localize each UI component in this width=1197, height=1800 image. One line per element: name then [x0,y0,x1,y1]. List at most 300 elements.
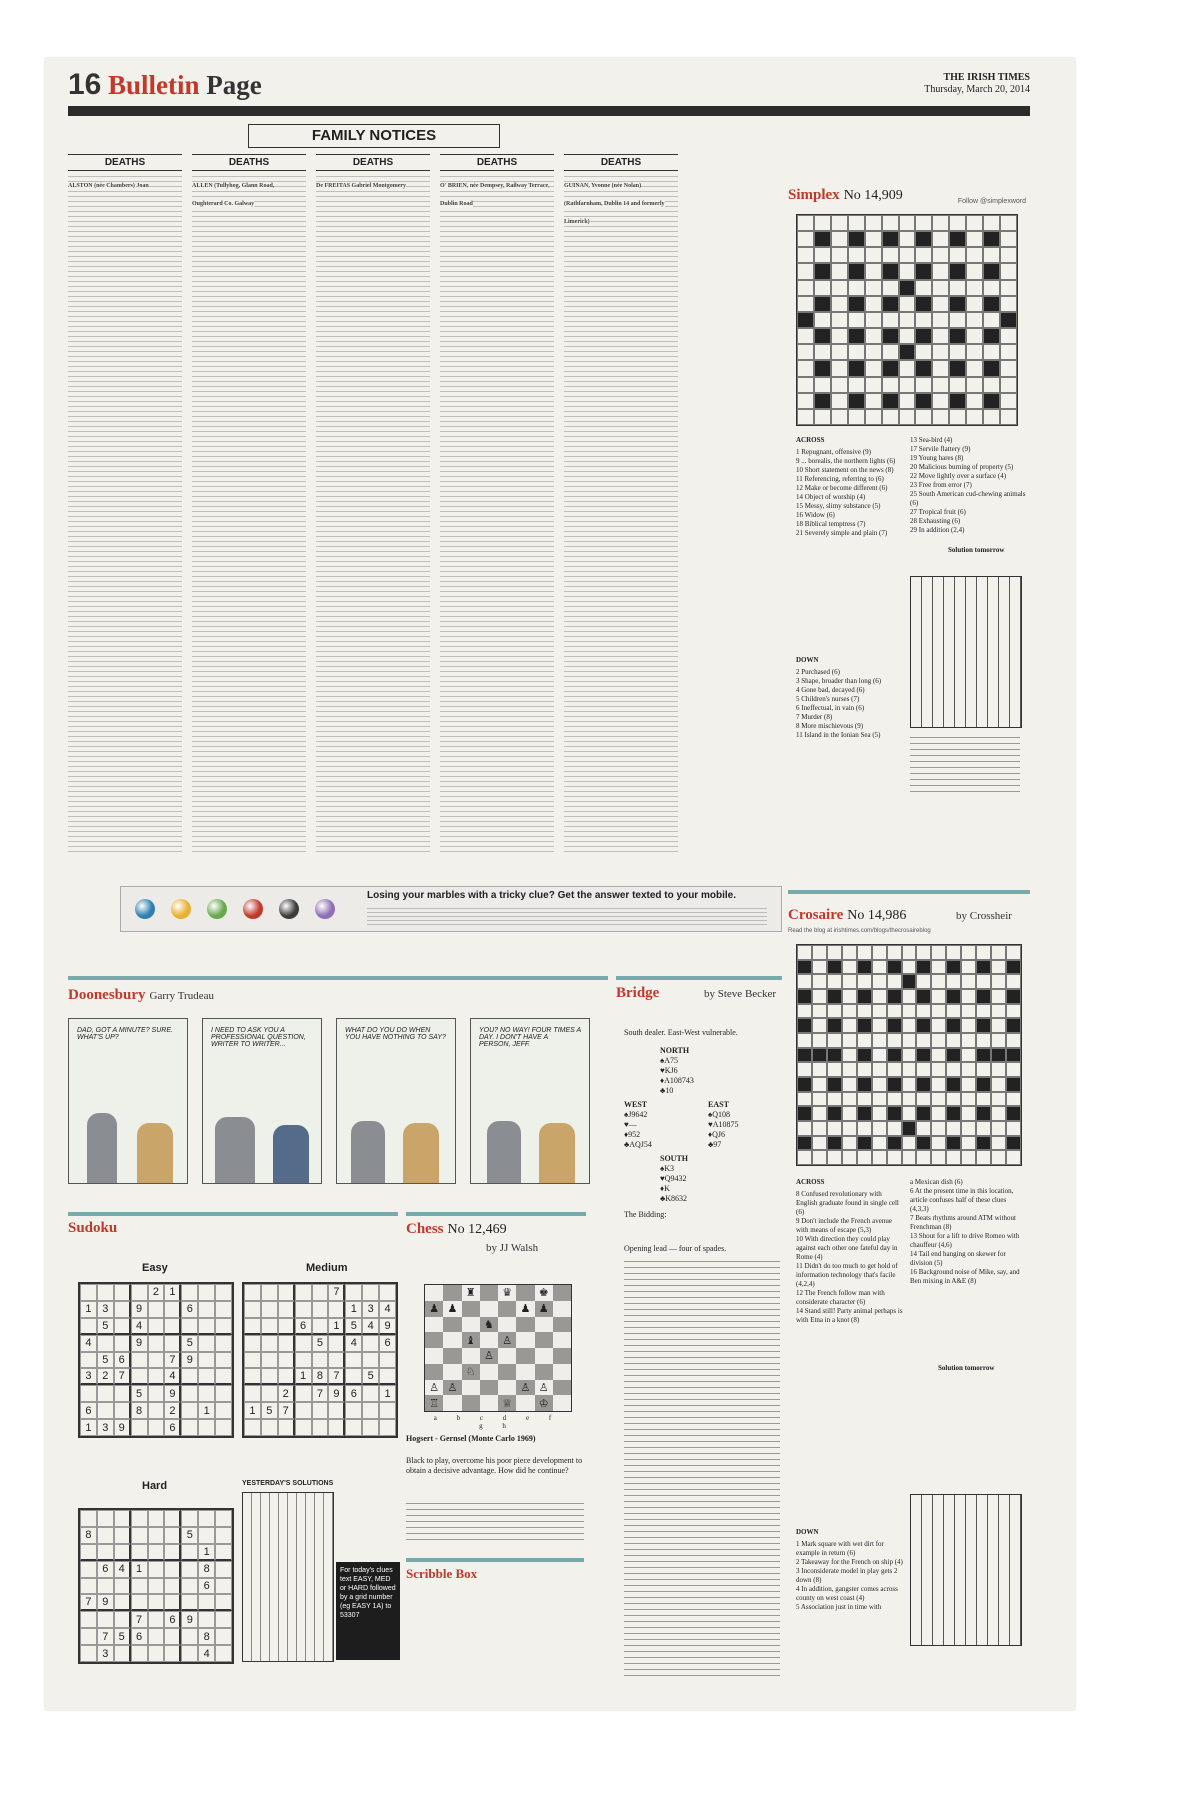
chess-title: Chess [406,1221,444,1237]
doonesbury-title: Doonesbury [68,987,146,1003]
chess-square [498,1317,516,1333]
crossword-cell [946,1004,961,1019]
crossword-cell [857,1092,872,1107]
crossword-cell [797,1121,812,1136]
sudoku-cell [215,1284,232,1301]
notices-column-5 [564,154,678,854]
sudoku-cell [114,1527,131,1544]
chess-square: ♙ [425,1380,443,1396]
sudoku-cell: 9 [328,1385,345,1402]
sudoku-cell: 1 [244,1402,261,1419]
clue-item: 7 Murder (8) [796,713,833,721]
sudoku-cell [97,1335,114,1352]
crossword-cell [842,974,857,989]
chess-square [462,1395,480,1411]
crossword-cell [931,1092,946,1107]
chess-number: No 12,469 [447,1222,507,1237]
clue-item: 2 Takeaway for the French on ship (4) [796,1558,903,1566]
crossword-cell [827,1048,842,1063]
sudoku-cell [181,1544,198,1561]
crossword-cell [842,1077,857,1092]
crossword-cell [946,1033,961,1048]
clue-item: 3 Shape, broader than long (6) [796,677,882,685]
sudoku-cell [295,1419,312,1436]
clue-item: 11 Island in the Ionian Sea (5) [796,731,881,739]
crossword-cell [831,312,848,328]
crosaire-author: by Crossheir [956,910,1012,922]
crossword-cell [991,1106,1006,1121]
crossword-cell [916,1077,931,1092]
sudoku-cell [131,1544,148,1561]
crossword-cell [916,1062,931,1077]
sudoku-cell [148,1645,165,1662]
clue-item: 6 At the present time in this location, article confuses half of these clues (4,3,3) [910,1187,1014,1213]
crossword-cell [902,1033,917,1048]
crossword-cell [946,974,961,989]
crossword-cell [842,1121,857,1136]
character-figure [215,1117,255,1183]
sudoku-cell [164,1628,181,1645]
sudoku-cell [215,1419,232,1436]
crossword-cell [842,1048,857,1063]
crossword-cell [915,393,932,409]
sudoku-cell [131,1352,148,1369]
sudoku-cell [328,1335,345,1352]
chess-square [516,1364,534,1380]
sudoku-cell [215,1352,232,1369]
crossword-cell [902,1092,917,1107]
section-rule [406,1212,586,1216]
sudoku-cell [328,1301,345,1318]
chess-square [553,1380,571,1396]
crossword-cell [1006,960,1021,975]
crossword-cell [865,247,882,263]
hand-suit: ♦952 [624,1130,641,1139]
crossword-cell [966,344,983,360]
sudoku-cell [261,1368,278,1385]
crossword-cell [915,247,932,263]
sudoku-cell [244,1284,261,1301]
crossword-cell [848,360,865,376]
crossword-cell [932,263,949,279]
crossword-cell [872,945,887,960]
crossword-cell [812,1136,827,1151]
clue-item: 9 Don't include the French avenue with means of escape (5,3) [796,1217,892,1234]
hand-suit: ♦A108743 [660,1076,694,1085]
sudoku-cell [215,1301,232,1318]
clue-item: 25 South American cud-chewing animals (6) [910,490,1026,507]
crossword-cell [827,974,842,989]
crossword-cell [814,409,831,425]
crossword-cell [814,328,831,344]
crossword-cell [797,360,814,376]
crossword-cell [1006,1077,1021,1092]
chess-square: ♙ [443,1380,461,1396]
sudoku-cell [80,1611,97,1628]
notices-column-4 [440,154,554,854]
sudoku-cell: 8 [312,1368,329,1385]
crossword-cell [915,312,932,328]
sudoku-title: Sudoku [68,1220,118,1236]
crossword-cell [991,960,1006,975]
simplex-grid [796,214,1018,426]
sudoku-cell: 7 [328,1284,345,1301]
crossword-cell [932,231,949,247]
crossword-cell [797,1136,812,1151]
sudoku-cell: 9 [114,1419,131,1436]
sudoku-cell: 1 [80,1301,97,1318]
crossword-cell [812,989,827,1004]
sudoku-cell [295,1301,312,1318]
crossword-cell [916,1033,931,1048]
crossword-cell [946,945,961,960]
yesterday-solution-grid [910,576,1022,728]
sudoku-cell: 7 [80,1594,97,1611]
sudoku-cell [131,1284,148,1301]
marble-icon [279,899,299,919]
crossword-cell [814,344,831,360]
sudoku-cell: 4 [198,1645,215,1662]
sudoku-cell [362,1335,379,1352]
crossword-cell [983,377,1000,393]
sudoku-cell [80,1578,97,1595]
crossword-cell [831,296,848,312]
simplex-across-clues-2 [910,436,1026,535]
crossword-cell [902,1121,917,1136]
crossword-cell [865,312,882,328]
hand-east [708,1100,739,1150]
sudoku-cell [244,1335,261,1352]
marble-icon [207,899,227,919]
sudoku-cell: 6 [114,1352,131,1369]
clue-item: 7 Beats rhythms around ATM without Frenchman (8) [910,1214,1016,1231]
sudoku-cell [148,1594,165,1611]
crossword-cell [976,1136,991,1151]
sudoku-cell [198,1368,215,1385]
sudoku-cell: 7 [312,1385,329,1402]
crossword-cell [797,328,814,344]
crossword-clue-ad [120,886,782,932]
crossword-cell [812,1092,827,1107]
sudoku-cell [148,1628,165,1645]
sudoku-cell [215,1611,232,1628]
crossword-cell [882,247,899,263]
clue-item: 20 Malicious burning of property (5) [910,463,1014,471]
sudoku-cell [97,1544,114,1561]
crossword-cell [814,215,831,231]
crossword-cell [991,1092,1006,1107]
crossword-cell [797,945,812,960]
sudoku-cell [312,1284,329,1301]
crossword-cell [1006,1004,1021,1019]
crossword-cell [916,974,931,989]
crossword-cell [902,1150,917,1165]
clue-item: 14 Stand still! Party animal perhaps is with Etna in a knot (8) [796,1307,903,1324]
crossword-cell [902,989,917,1004]
sudoku-cell: 5 [181,1335,198,1352]
crossword-cell [882,360,899,376]
chess-square: ♜ [462,1285,480,1301]
sudoku-cell [181,1284,198,1301]
crossword-cell [931,1062,946,1077]
crossword-cell [1000,360,1017,376]
clue-item: 6 Ineffectual, in vain (6) [796,704,865,712]
clue-item: 8 More mischievous (9) [796,722,864,730]
sudoku-cell [148,1352,165,1369]
sudoku-cell [278,1335,295,1352]
crossword-cell [902,945,917,960]
crossword-cell [827,1092,842,1107]
ad-fine-print [367,905,767,925]
sudoku-cell [164,1510,181,1527]
crossword-cell [797,409,814,425]
crossword-cell [872,1121,887,1136]
sudoku-cell [215,1645,232,1662]
chess-square [516,1395,534,1411]
chess-section [406,1212,596,1682]
hand-suit: ♥— [624,1120,637,1129]
crossword-cell [932,377,949,393]
sudoku-cell [328,1402,345,1419]
character-figure [539,1123,575,1183]
crosaire-number: No 14,986 [847,908,907,923]
sudoku-cell: 5 [362,1368,379,1385]
sudoku-cell [164,1544,181,1561]
crossword-cell [865,328,882,344]
hand-suit: ♠A75 [660,1056,679,1065]
crossword-cell [1000,231,1017,247]
sudoku-cell [181,1318,198,1335]
notice-entry: ALSTON (née Chambers) Joan [68,183,149,189]
crossword-cell [932,247,949,263]
crossword-cell [991,1062,1006,1077]
sudoku-cell: 3 [97,1645,114,1662]
sudoku-cell [164,1335,181,1352]
sudoku-cell [278,1301,295,1318]
sudoku-cell [295,1402,312,1419]
crossword-cell [916,1136,931,1151]
clue-item: 12 The French follow man with considerate character (6) [796,1289,885,1306]
sudoku-cell: 6 [198,1578,215,1595]
crossword-cell [812,974,827,989]
sudoku-cell: 2 [97,1368,114,1385]
crossword-cell [899,215,916,231]
chess-square [462,1317,480,1333]
simplex-across-label: ACROSS [796,436,825,444]
sudoku-cell [345,1402,362,1419]
crossword-cell [827,1033,842,1048]
clue-item: 16 Background noise of Mike, say, and Ben mixing in A&E (8) [910,1268,1020,1285]
crossword-cell [976,960,991,975]
crossword-cell [1000,215,1017,231]
sudoku-cell [244,1318,261,1335]
crossword-cell [848,215,865,231]
sudoku-cell: 2 [164,1402,181,1419]
easy-label: Easy [142,1262,168,1274]
crossword-cell [812,1033,827,1048]
sudoku-cell [261,1301,278,1318]
sudoku-cell [97,1284,114,1301]
hand-label: SOUTH [660,1154,689,1163]
section-rule [68,1212,398,1216]
crossword-cell [827,1121,842,1136]
crosaire-across-label: ACROSS [796,1178,825,1186]
crossword-cell [797,1106,812,1121]
crossword-cell [882,263,899,279]
doonesbury-author: Garry Trudeau [149,990,214,1002]
sudoku-cell: 7 [97,1628,114,1645]
sudoku-cell: 3 [97,1419,114,1436]
crossword-cell [857,1106,872,1121]
crossword-cell [976,1062,991,1077]
crossword-cell [848,247,865,263]
chess-square [480,1380,498,1396]
crossword-cell [961,960,976,975]
crossword-cell [946,960,961,975]
hand-suit: ♦K [660,1184,670,1193]
crossword-cell [932,393,949,409]
sudoku-cell [198,1419,215,1436]
sudoku-cell [215,1578,232,1595]
crossword-cell [848,263,865,279]
crossword-cell [915,377,932,393]
crossword-cell [842,960,857,975]
sudoku-cell: 2 [278,1385,295,1402]
sudoku-cell: 6 [181,1301,198,1318]
chess-square [553,1348,571,1364]
chess-square [443,1348,461,1364]
crossword-cell [827,945,842,960]
hand-label: NORTH [660,1046,690,1055]
sudoku-section [68,1212,408,1682]
crossword-cell [797,989,812,1004]
marble-icon [315,899,335,919]
marble-icon [243,899,263,919]
sudoku-cell: 5 [312,1335,329,1352]
notices-text [316,174,430,854]
sudoku-cell [148,1611,165,1628]
chess-square: ♟ [535,1301,553,1317]
page-header [68,68,1030,108]
sudoku-cell: 3 [97,1301,114,1318]
crossword-cell [961,1077,976,1092]
crossword-cell [983,280,1000,296]
crossword-cell [931,1004,946,1019]
crossword-cell [983,409,1000,425]
crossword-cell [1000,296,1017,312]
crossword-cell [797,1004,812,1019]
crossword-cell [991,945,1006,960]
sudoku-cell: 8 [131,1402,148,1419]
sudoku-cell: 1 [80,1419,97,1436]
crossword-cell [991,974,1006,989]
crossword-cell [899,247,916,263]
crossword-cell [966,215,983,231]
crossword-cell [865,409,882,425]
sudoku-cell [164,1527,181,1544]
crossword-cell [842,1136,857,1151]
simplex-fine-print [910,734,1020,794]
crosaire-across-clues [796,1190,904,1325]
sudoku-cell [379,1284,396,1301]
sudoku-cell: 3 [362,1301,379,1318]
chess-square [462,1301,480,1317]
crossword-cell [797,1150,812,1165]
crossword-cell [887,1121,902,1136]
sudoku-cell [278,1419,295,1436]
crossword-cell [946,989,961,1004]
chess-square [516,1348,534,1364]
crossword-cell [865,377,882,393]
crossword-cell [932,215,949,231]
crossword-cell [976,1077,991,1092]
sudoku-cell [148,1335,165,1352]
crossword-cell [848,328,865,344]
crossword-cell [797,312,814,328]
sudoku-cell: 4 [345,1335,362,1352]
clue-item: 18 Biblical temptress (7) [796,520,866,528]
crossword-cell [887,1092,902,1107]
sudoku-cell [114,1594,131,1611]
column-heading: DEATHS [316,154,430,171]
crossword-cell [931,1033,946,1048]
sudoku-cell [215,1385,232,1402]
chess-square: ♙ [516,1380,534,1396]
chess-square [480,1395,498,1411]
crossword-cell [949,377,966,393]
hand-suit: ♥KJ6 [660,1066,678,1075]
crossword-cell [814,377,831,393]
crossword-cell [882,377,899,393]
crosaire-crossword [788,894,1030,1682]
chess-task: Black to play, overcome his poor piece development to obtain a decisive advantage. How did he continue? [406,1456,583,1475]
crossword-cell [899,280,916,296]
crossword-cell [872,1106,887,1121]
crossword-cell [848,409,865,425]
sudoku-cell [181,1510,198,1527]
notices-text [440,174,554,854]
crossword-cell [946,1048,961,1063]
clue-item: 3 Inconsiderate model in play gets 2 down (8) [796,1567,898,1584]
chess-square: ♙ [480,1348,498,1364]
crossword-cell [915,328,932,344]
crossword-cell [899,360,916,376]
sudoku-cell: 8 [80,1527,97,1544]
sudoku-cell [97,1510,114,1527]
simplex-across-clues [796,448,904,538]
crossword-cell [932,280,949,296]
clue-item: 14 Object of worship (4) [796,493,866,501]
crossword-cell [899,377,916,393]
sudoku-cell [278,1352,295,1369]
notices-column-2 [192,154,306,854]
crossword-cell [961,1121,976,1136]
chess-square [498,1364,516,1380]
crossword-cell [991,1004,1006,1019]
sudoku-cell [215,1527,232,1544]
sudoku-cell [295,1385,312,1402]
chess-square: ♙ [498,1332,516,1348]
crossword-cell [814,280,831,296]
sudoku-cell [379,1419,396,1436]
crosaire-down-clues [796,1540,904,1612]
sudoku-cell [131,1645,148,1662]
crossword-cell [882,231,899,247]
crossword-cell [949,312,966,328]
crossword-cell [931,989,946,1004]
crossword-cell [872,1092,887,1107]
crossword-cell [949,215,966,231]
